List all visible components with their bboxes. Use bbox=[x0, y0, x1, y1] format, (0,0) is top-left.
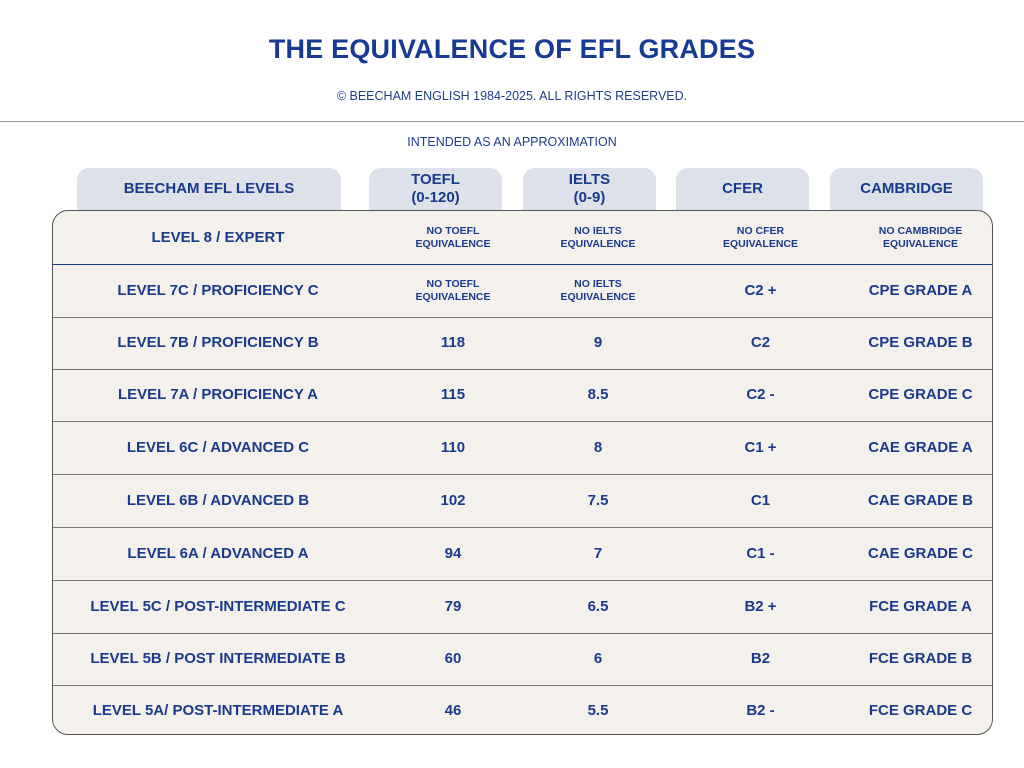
level-cell: LEVEL 7B / PROFICIENCY B bbox=[117, 334, 319, 351]
header-label: CAMBRIDGE bbox=[860, 180, 953, 197]
level-cell: LEVEL 5B / POST INTERMEDIATE B bbox=[90, 650, 346, 667]
table-row bbox=[53, 421, 993, 475]
cfer-cell: B2 - bbox=[746, 702, 775, 719]
equivalence-table bbox=[52, 210, 993, 735]
header-label: IELTS (0-9) bbox=[568, 171, 611, 206]
table-row bbox=[53, 474, 993, 528]
table-row bbox=[53, 632, 993, 686]
header-divider bbox=[0, 121, 1024, 122]
ielts-cell: 8 bbox=[593, 439, 603, 456]
header-label: CFER bbox=[722, 180, 763, 197]
toefl-cell: 110 bbox=[440, 439, 466, 456]
cambridge-cell: CPE GRADE A bbox=[868, 282, 973, 299]
table-row bbox=[53, 368, 993, 422]
cambridge-cell: CAE GRADE A bbox=[868, 439, 973, 456]
cambridge-cell: FCE GRADE C bbox=[868, 702, 973, 719]
table-row bbox=[53, 580, 993, 634]
level-cell: LEVEL 6C / ADVANCED C bbox=[126, 439, 310, 456]
table-row bbox=[53, 264, 993, 318]
header-label: BEECHAM EFL LEVELS bbox=[123, 180, 295, 197]
cfer-cell: B2 + bbox=[744, 598, 777, 615]
ielts-cell: 7.5 bbox=[587, 492, 609, 509]
toefl-cell: NO TOEFL EQUIVALENCE bbox=[415, 224, 491, 250]
cfer-cell: C2 bbox=[750, 334, 771, 351]
table-row bbox=[53, 684, 993, 735]
cambridge-cell: CPE GRADE B bbox=[868, 334, 973, 351]
ielts-cell: NO IELTS EQUIVALENCE bbox=[560, 277, 636, 303]
cambridge-cell: CPE GRADE C bbox=[868, 386, 973, 403]
cfer-cell: C2 + bbox=[744, 282, 777, 299]
table-row bbox=[53, 316, 993, 370]
toefl-cell: 118 bbox=[440, 334, 466, 351]
cambridge-cell: CAE GRADE C bbox=[867, 545, 973, 562]
copyright-notice: © BEECHAM ENGLISH 1984-2025. ALL RIGHTS RESERVED. bbox=[336, 89, 688, 103]
level-cell: LEVEL 7C / PROFICIENCY C bbox=[117, 282, 319, 299]
toefl-cell: 79 bbox=[444, 598, 462, 615]
cfer-cell: C1 + bbox=[744, 439, 777, 456]
header-label: TOEFL (0-120) bbox=[411, 171, 460, 206]
ielts-cell: 9 bbox=[593, 334, 603, 351]
toefl-cell: 60 bbox=[444, 650, 462, 667]
level-cell: LEVEL 5C / POST-INTERMEDIATE C bbox=[90, 598, 346, 615]
ielts-cell: 5.5 bbox=[587, 702, 609, 719]
level-cell: LEVEL 7A / PROFICIENCY A bbox=[117, 386, 319, 403]
level-cell: LEVEL 5A/ POST-INTERMEDIATE A bbox=[92, 702, 344, 719]
toefl-cell: 115 bbox=[440, 386, 466, 403]
level-cell: LEVEL 6B / ADVANCED B bbox=[126, 492, 310, 509]
page-title: THE EQUIVALENCE OF EFL GRADES bbox=[268, 34, 756, 64]
cfer-cell: B2 bbox=[750, 650, 771, 667]
toefl-cell: 94 bbox=[444, 545, 462, 562]
ielts-cell: 8.5 bbox=[587, 386, 609, 403]
toefl-cell: 102 bbox=[440, 492, 466, 509]
toefl-cell: 46 bbox=[444, 702, 462, 719]
ielts-cell: 6 bbox=[593, 650, 603, 667]
table-row bbox=[53, 527, 993, 581]
cfer-cell: NO CFER EQUIVALENCE bbox=[722, 224, 799, 250]
level-cell: LEVEL 6A / ADVANCED A bbox=[127, 545, 309, 562]
ielts-cell: NO IELTS EQUIVALENCE bbox=[560, 224, 636, 250]
cambridge-cell: FCE GRADE B bbox=[868, 650, 973, 667]
ielts-cell: 7 bbox=[593, 545, 603, 562]
approximation-note: INTENDED AS AN APPROXIMATION bbox=[407, 135, 617, 149]
cfer-cell: C2 - bbox=[746, 386, 775, 403]
cambridge-cell: CAE GRADE B bbox=[867, 492, 973, 509]
cfer-cell: C1 bbox=[750, 492, 771, 509]
cfer-cell: C1 - bbox=[746, 545, 775, 562]
table-row bbox=[53, 211, 993, 265]
ielts-cell: 6.5 bbox=[587, 598, 609, 615]
cambridge-cell: NO CAMBRIDGE EQUIVALENCE bbox=[878, 224, 963, 250]
toefl-cell: NO TOEFL EQUIVALENCE bbox=[415, 277, 491, 303]
level-cell: LEVEL 8 / EXPERT bbox=[151, 229, 285, 246]
cambridge-cell: FCE GRADE A bbox=[869, 598, 972, 615]
